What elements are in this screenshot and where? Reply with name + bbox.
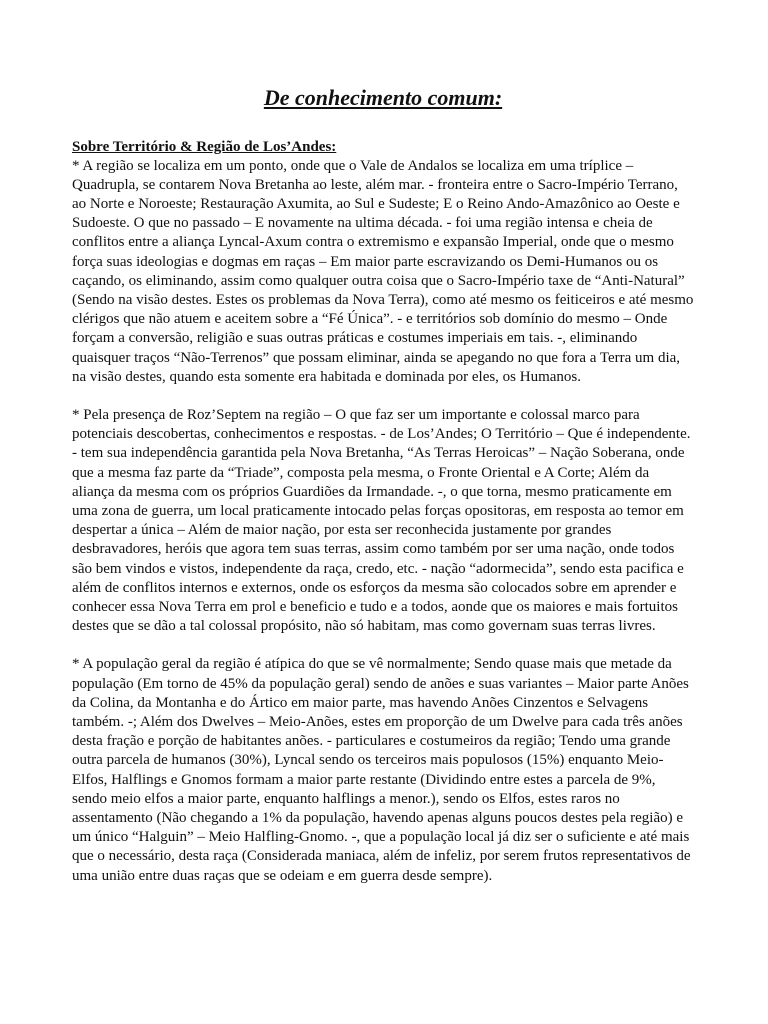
paragraph-population: * A população geral da região é atípica do que se vê normalmente; Sendo quase mais que metade da população (Em torno de 45% da população geral) sendo de anões e suas variantes – Maior parte Anões da Colina, da Montanha e do Ártico em maior parte, mas havendo Anões Cinzentos e Selvagens também. -; Além dos Dwelves – Meio-Anões, estes em proporção de um Dwelve para cada três anões desta fração e porção de habitantes anões. - particulares e costumeiros da região; Tendo uma grande outra parcela de humanos (30%), Lyncal sendo os terceiros mais populosos (15%) enquanto Meio-Elfos, Halflings e Gnomos formam a maior parte restante (Dividindo entre estes a parcela de 9%, sendo meio elfos a maior parte, enquanto halflings a menor.), sendo os Elfos, estes raros no assentamento (Não chegando a 1% da população, havendo apenas alguns poucos destes pela região) e um único “Halguin” – Meio Halfling-Gnomo. -, que a população local já diz ser o suficiente e até mais que o necessário, desta raça (Considerada maniaca, além de infeliz, por serem frutos representativos de uma união entre duas raças que se odeiam e em guerra desde sempre). (72, 656, 691, 884)
paragraph-region-location: * A região se localiza em um ponto, onde que o Vale de Andalos se localiza em uma tríplice – Quadrupla, se contarem Nova Bretanha ao leste, além mar. - fronteira entre o Sacro-Império Terrano, ao Norte e Noroeste; Restauração Axumita, ao Sul e Sudeste; E o Reino Ando-Amazônico ao Oeste e Sudoeste. O que no passado – E novamente na ultima década. - foi uma região intensa e cheia de conflitos entre a aliança Lyncal-Axum contra o extremismo e expansão Imperial, onde que o mesmo força suas ideologias e dogmas em raças – Em maior parte escravizando os Demi-Humanos ou os caçando, os eliminando, assim como qualquer outra coisa que o Sacro-Império taxe de “Anti-Natural” (Sendo na visão destes. Estes os problemas da Nova Terra), como até mesmo os feiticeiros e até mesmo clérigos que não atuem e aceitem sobre a “Fé Única”. - e territórios sob domínio do mesmo – Onde forçam a conversão, religião e suas outras práticas e costumes imperiais em tais. -, eliminando quaisquer traços “Não-Terrenos” que possam eliminar, ainda se apegando no que fora a Terra um dia, na visão destes, quando esta somente era habitada e dominada por eles, os Humanos. (72, 157, 694, 385)
document-title: De conhecimento comum: (263, 85, 503, 110)
paragraph-roz-septem: * Pela presença de Roz’Septem na região – O que faz ser um importante e colossal marco para potenciais descobertas, conhecimentos e respostas. - de Los’Andes; O Território – Que é independente. - tem sua independência garantida pela Nova Bretanha, “As Terras Heroicas” – Nação Soberana, onde que a mesma faz parte da “Triade”, composta pela mesma, o Fronte Oriental e A Corte; Além da aliança da mesma com os próprios Guardiões da Irmandade. -, o que torna, mesmo praticamente em uma zona de guerra, um local praticamente intocado pelas forças opositoras, em resposta ao temor em despertar a única – Além de maior nação, por esta ser reconhecida justamente por grandes desbravadores, heróis que agora tem suas terras, assim como também por ser uma nação, onde todos são bem vindos e vistos, independente da raça, credo, etc. - nação “adormecida”, sendo esta pacifica e além de conflitos internos e externos, onde os esforços da mesma são colocados sobre em aprender e conhecer essa Nova Terra em prol e beneficio e tudo e a todos, aonde que os maiores e mais fortuitos destes que se dão a tal colossal propósito, não só habitam, mas como governam suas terras livres. (72, 406, 691, 635)
section-heading: Sobre Território & Região de Los’Andes: (72, 139, 337, 155)
document-page (72, 84, 694, 905)
